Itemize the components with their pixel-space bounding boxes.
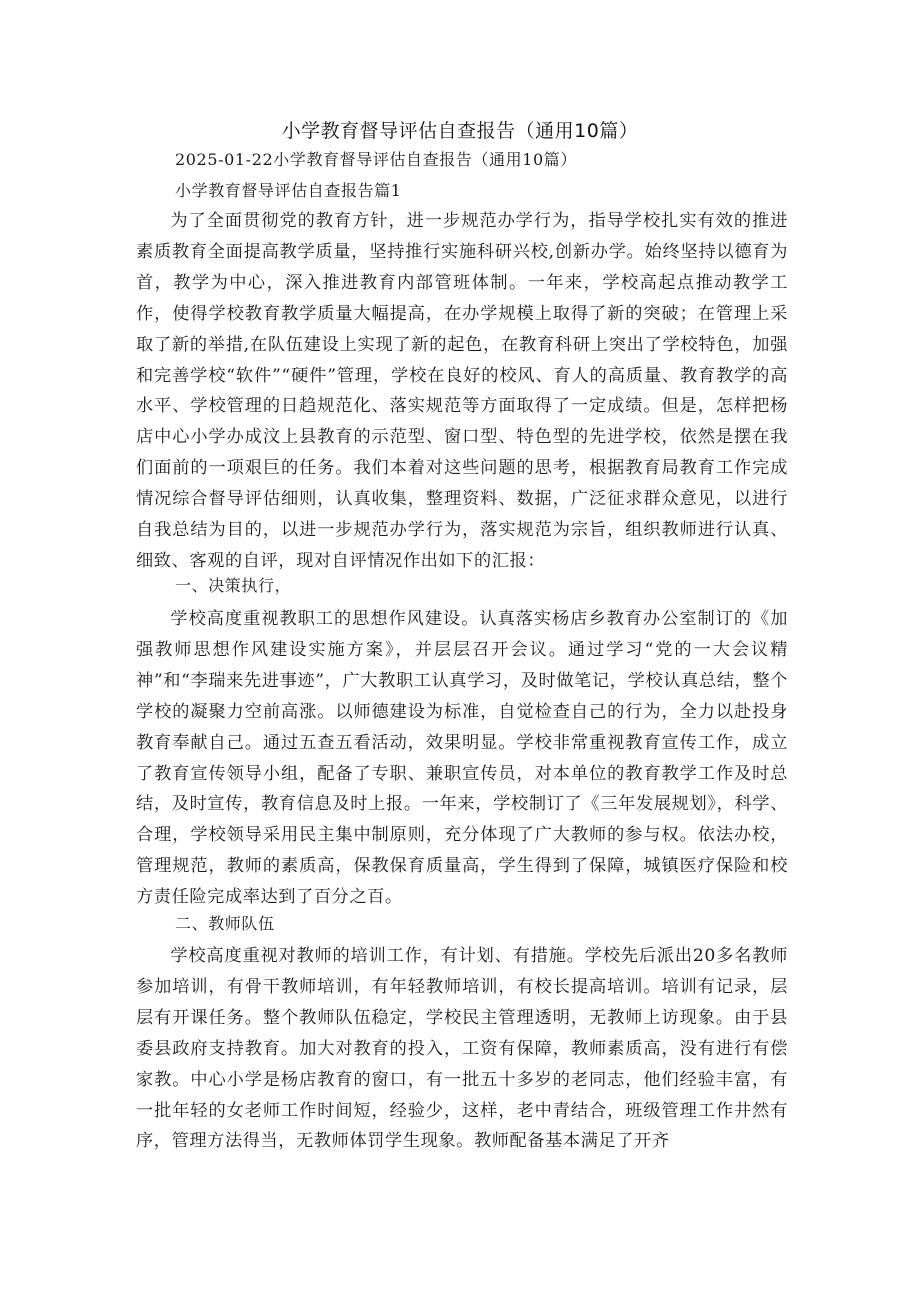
paragraph-teachers: 学校高度重视对教师的培训工作，有计划、有措施。学校先后派出20多名教师参加培训，有骨干教师培训，有年轻教师培训，有校长提高培训。培训有记录，层层有开课任务。整个教师队伍稳定，学校民主管理透明，无教师上访现象。由于县委县政府支持教育。加大对教育的投入，工资有保障，教师素质高，没有进行有偿家教。中心小学是杨店教育的窗口，有一批五十多岁的老同志，他们经验丰富，有一批年轻的女老师工作时间短，经验少，这样，老中青结合，班级管理工作井然有序，管理方法得当，无教师体罚学生现象。教师配备基本满足了开齐 [136,946,788,1152]
document-date-line: 2025-01-22小学教育督导评估自查报告（通用10篇） [175,150,578,169]
section-heading-teachers: 二、教师队伍 [175,914,275,933]
paragraph-intro: 为了全面贯彻党的教育方针，进一步规范办学行为，指导学校扎实有效的推进素质教育全面提高教学质量，坚持推行实施科研兴校,创新办学。始终坚持以德育为首，教学为中心，深入推进教育内部管班体制。一年来，学校高起点推动教学工作，使得学校教育教学质量大幅提高，在办学规模上取得了新的突破；在管理上采取了新的举措,在队伍建设上实现了新的起色，在教育科研上突出了学校特色，加强和完善学校“软件”“硬件”管理，学校在良好的校风、育人的高质量、教育教学的高水平、学校管理的日趋规范化、落实规范等方面取得了一定成绩。但是，怎样把杨店中心小学办成汶上县教育的示范型、窗口型、特色型的先进学校，依然是摆在我们面前的一项艰巨的任务。我们本着对这些问题的思考，根据教育局教育工作完成情况综合督导评估细则，认真收集，整理资料、数据，广泛征求群众意见，以进行自我总结为目的，以进一步规范办学行为，落实规范为宗旨，组织教师进行认真、细致、客观的自评，现对自评情况作出如下的汇报： [136,211,788,571]
section-heading-decision: 一、决策执行， [175,576,292,595]
paragraph-decision: 学校高度重视教职工的思想作风建设。认真落实杨店乡教育办公室制订的《加强教师思想作风建设实施方案》，并层层召开会议。通过学习“党的一大会议精神”和“李瑞来先进事迹”，广大教职工认真学习，及时做笔记，学校认真总结，整个学校的凝聚力空前高涨。以师德建设为标准，自觉检查自己的行为，全力以赴投身教育奉献自己。通过五查五看活动，效果明显。学校非常重视教育宣传工作，成立了教育宣传领导小组，配备了专职、兼职宣传员，对本单位的教育教学工作及时总结，及时宣传，教育信息及时上报。一年来，学校制订了《三年发展规划》，科学、合理，学校领导采用民主集中制原则，充分体现了广大教师的参与权。依法办校，管理规范，教师的素质高，保教保育质量高，学生得到了保障，城镇医疗保险和校方责任险完成率达到了百分之百。 [136,609,788,908]
section-subtitle: 小学教育督导评估自查报告篇1 [175,181,402,200]
document-title: 小学教育督导评估自查报告（通用10篇） [281,120,639,142]
